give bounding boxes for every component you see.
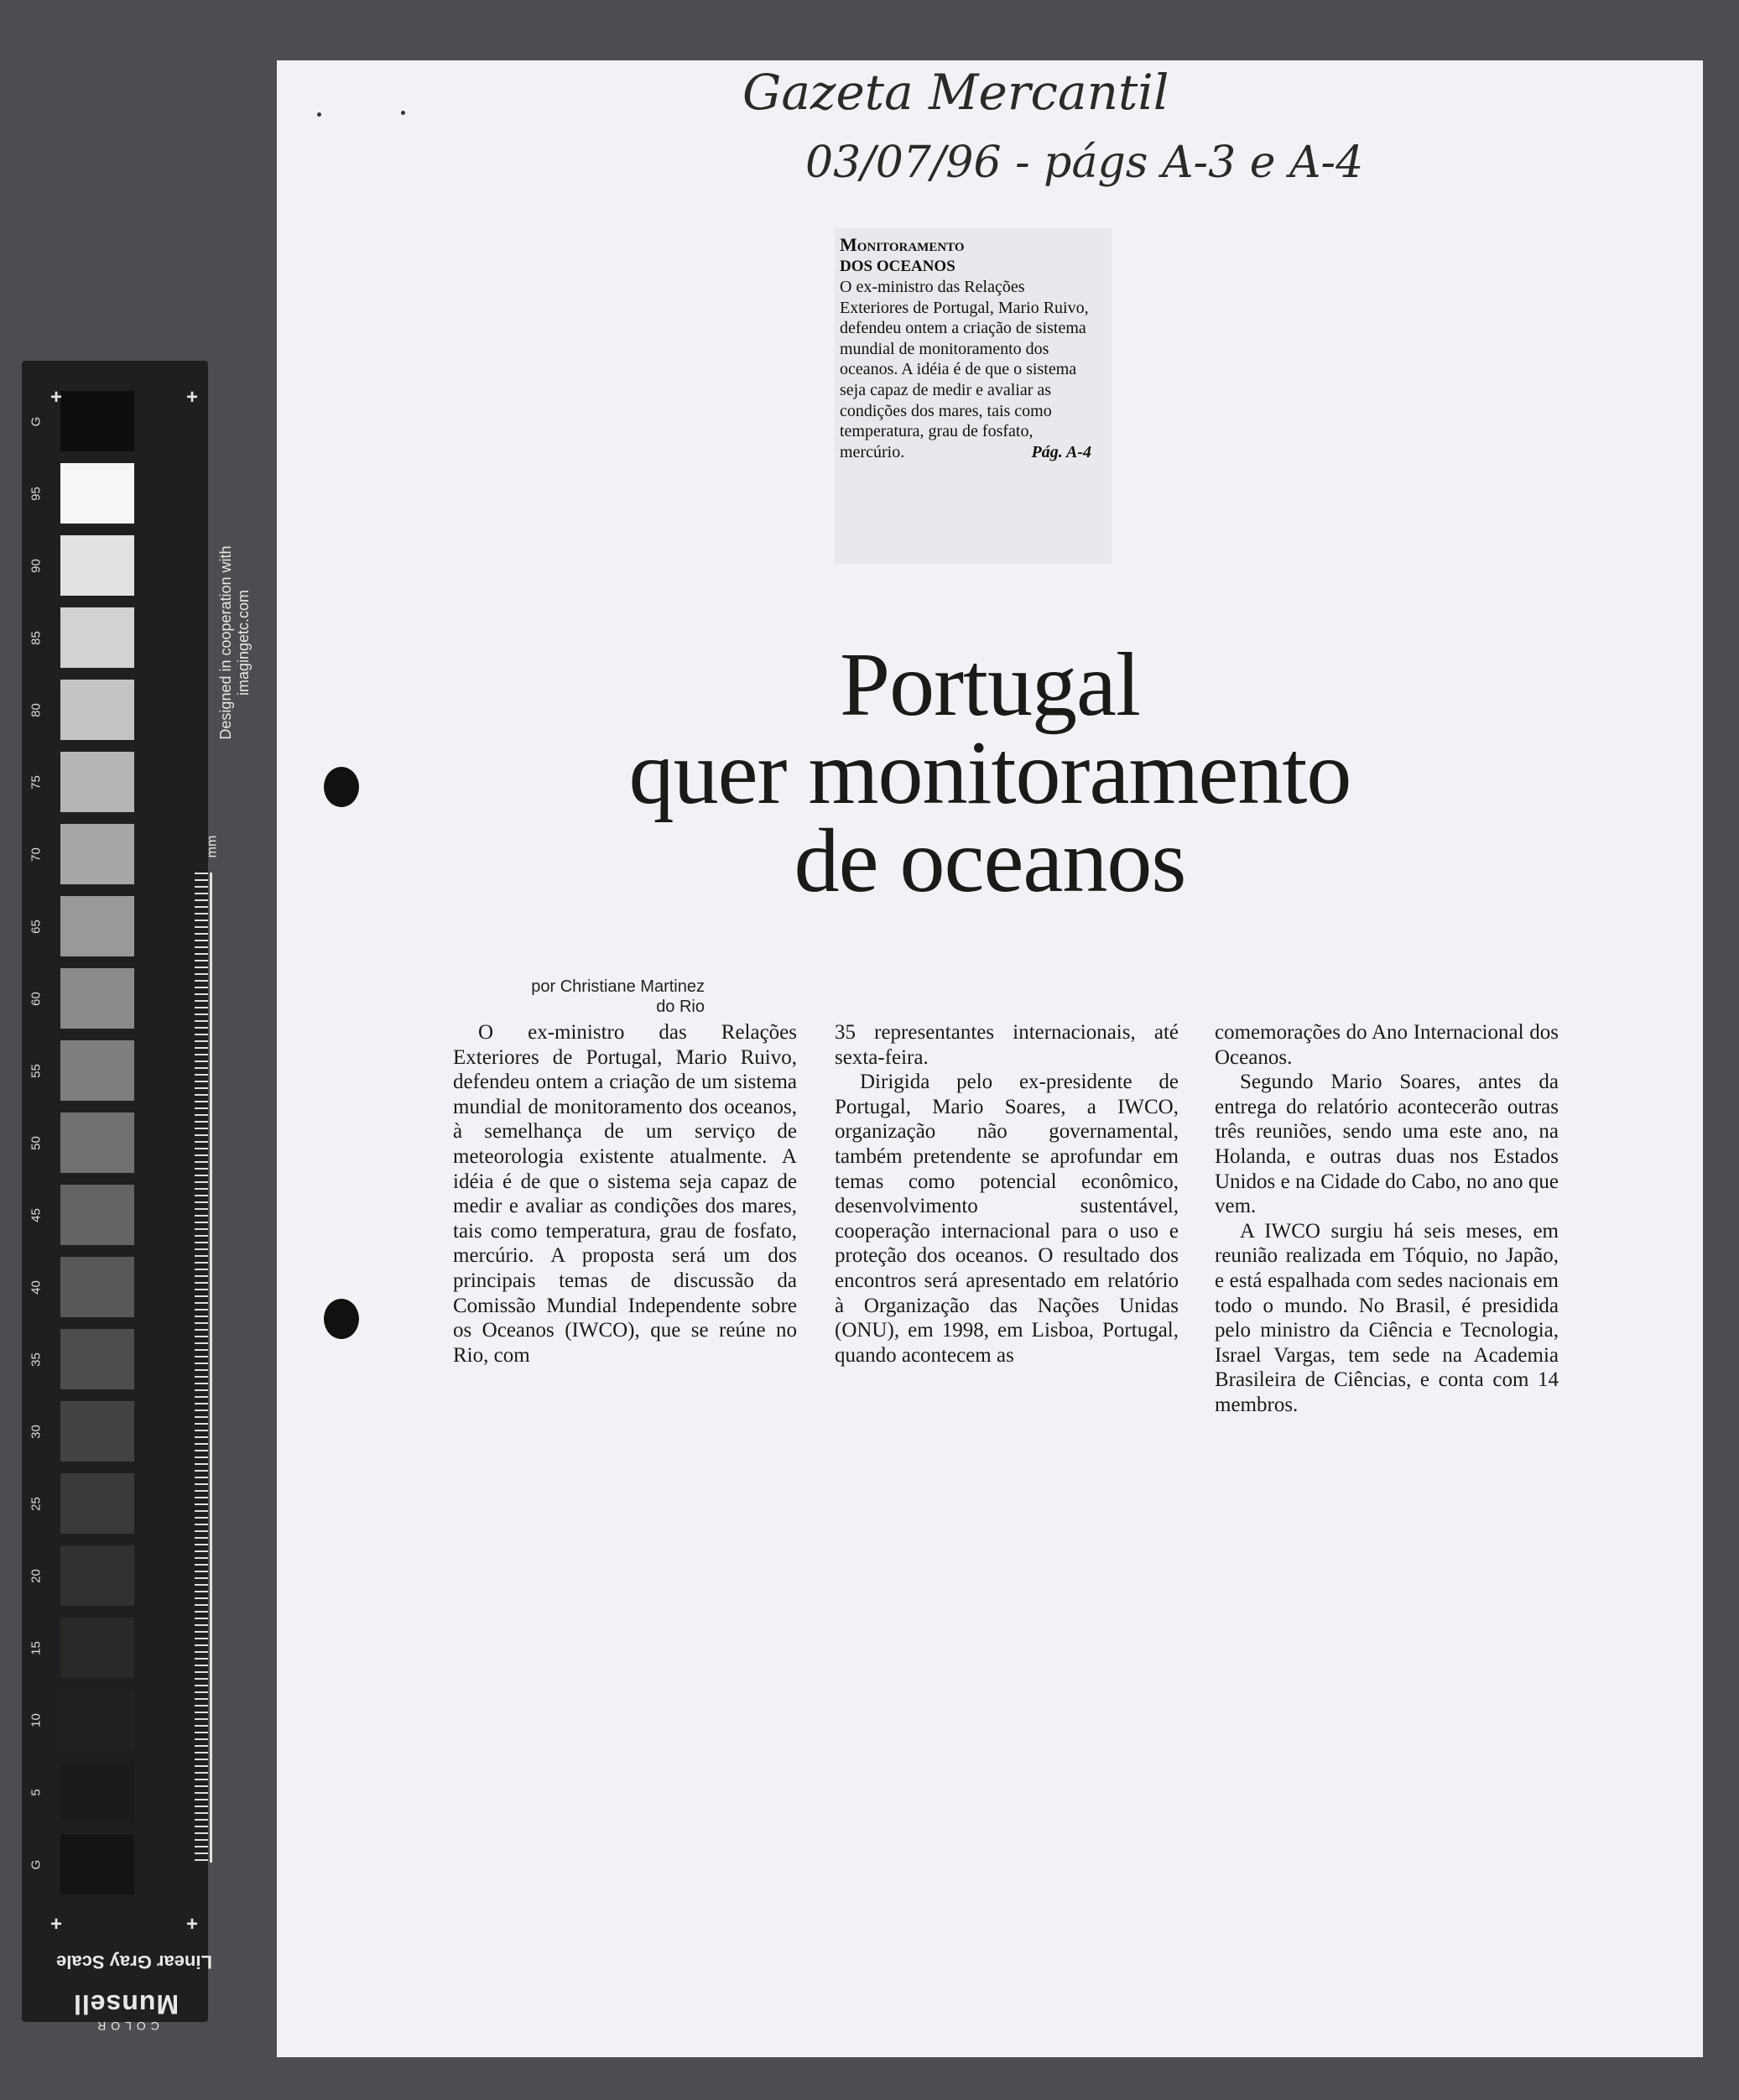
gray-scale-number: 20 xyxy=(29,1569,44,1583)
cooperation-text: Designed in cooperation with imagingetc.com xyxy=(217,545,252,740)
gray-scale-number: 70 xyxy=(29,847,44,862)
brief-title xyxy=(840,235,965,277)
byline xyxy=(453,977,705,1017)
speck xyxy=(317,112,321,117)
article-paragraph: A IWCO surgiu há seis meses, em reunião realizada em Tóquio, no Japão, e está espalhada com sedes nacionais em todo o mundo. No Brasil, é presidida pelo ministro da Ciência e Tecnologia, Israel Vargas, tem sede na Academia Brasileira de Ciências, e conta com 14 membros. xyxy=(1215,1219,1559,1416)
gray-swatch xyxy=(60,1473,134,1534)
gray-scale-number: 60 xyxy=(29,992,44,1006)
brief-title-line2: DOS OCEANOS xyxy=(840,258,955,275)
brief-title-line1: Monitoramento xyxy=(840,234,965,255)
handwritten-date: 03/07/96 - págs A-3 e A-4 xyxy=(805,138,1364,188)
gray-swatch xyxy=(60,1834,134,1894)
gray-scale-number: 95 xyxy=(29,487,44,501)
scale-title: Linear Gray Scale xyxy=(56,1951,212,1972)
gray-swatch xyxy=(60,896,134,956)
byline-author: por Christiane Martinez xyxy=(531,977,705,996)
gray-scale-number: 45 xyxy=(29,1208,44,1222)
registration-mark: + xyxy=(186,386,199,409)
mm-label: mm xyxy=(205,835,220,858)
gray-swatch xyxy=(60,463,134,524)
munsell-name: Munsell xyxy=(72,1989,180,2019)
brief-box xyxy=(835,228,1112,564)
mm-ruler-line xyxy=(210,873,212,1863)
gray-scale-number: 65 xyxy=(29,920,44,934)
headline-line-2: quer monitoramento xyxy=(628,723,1351,823)
gray-swatch xyxy=(60,1257,134,1317)
gray-scale-number: 15 xyxy=(29,1641,44,1655)
byline-place: do Rio xyxy=(656,998,705,1016)
paper-sheet xyxy=(277,60,1703,2057)
gray-swatch xyxy=(60,607,134,668)
gray-swatch xyxy=(60,824,134,884)
gray-scale-number: 5 xyxy=(29,1789,44,1796)
article-paragraph: 35 representantes internacionais, até sexta-feira. xyxy=(835,1021,1179,1069)
gray-swatch xyxy=(60,968,134,1029)
gray-scale-number: 80 xyxy=(29,703,44,717)
gray-swatch xyxy=(60,391,134,451)
gray-scale-number: 30 xyxy=(29,1425,44,1439)
handwritten-source: Gazeta Mercantil xyxy=(742,64,1169,121)
headline-line-3: de oceanos xyxy=(794,811,1186,911)
mm-ruler xyxy=(195,873,208,1863)
brief-page-ref: Pág. A-4 xyxy=(1031,442,1091,461)
speck xyxy=(401,111,405,115)
gray-swatch xyxy=(60,1690,134,1750)
gray-swatch xyxy=(60,1401,134,1462)
gray-swatch xyxy=(60,1040,134,1101)
gray-scale-number: 25 xyxy=(29,1497,44,1511)
munsell-logo xyxy=(50,1988,201,2033)
article-paragraph: comemorações do Ano Internacional dos Oceanos. xyxy=(1215,1021,1559,1069)
gray-swatch xyxy=(60,752,134,812)
article-paragraph: O ex-ministro das Relações Exteriores de Portugal, Mario Ruivo, defendeu ontem a criação de um sistema mundial de monitoramento dos oceanos, à semelhança de um serviço de meteorologia existente atualmente. A idéia é de que o sistema seja capaz de medir e avaliar as condições dos mares, tais como temperatura, grau de fosfato, mercúrio. A proposta será um dos principais temas de discussão da Comissão Mundial Independente sobre os Oceanos (IWCO), que se reúne no Rio, com xyxy=(453,1021,797,1367)
gray-scale-number: G xyxy=(29,1859,44,1870)
gray-swatch xyxy=(60,535,134,596)
gray-scale-number: G xyxy=(29,416,44,427)
gray-scale-number: 55 xyxy=(29,1064,44,1078)
gray-scale-number: 10 xyxy=(29,1713,44,1727)
gray-swatch xyxy=(60,680,134,740)
gray-scale-number: 50 xyxy=(29,1136,44,1150)
gray-scale-number: 75 xyxy=(29,775,44,789)
brief-body xyxy=(840,277,1091,462)
article-paragraph: Segundo Mario Soares, antes da entrega do relatório acontecerão outras três reuniões, sendo uma este ano, na Holanda, e outras duas nos Estados Unidos e na Cidade do Cabo, no ano que vem. xyxy=(1215,1071,1559,1218)
registration-mark: + xyxy=(186,1913,199,1936)
gray-swatch xyxy=(60,1545,134,1606)
brief-text: O ex-ministro das Relações Exteriores de Portugal, Mario Ruivo, defendeu ontem a criação de sistema mundial de monitoramento dos oceanos. A idéia é de que o sistema seja capaz de medir e avaliar as condições dos mares, tais como temperatura, grau de fosfato, mercúrio. xyxy=(840,278,1089,461)
article-column-1 xyxy=(453,1020,797,1368)
registration-mark: + xyxy=(50,1913,63,1936)
gray-swatch xyxy=(60,1329,134,1389)
gray-scale-number: 35 xyxy=(29,1352,44,1367)
gray-scale-number: 40 xyxy=(29,1280,44,1295)
gray-swatch xyxy=(60,1762,134,1822)
munsell-color-label: COLOR xyxy=(92,2019,159,2033)
headline-line-1: Portugal xyxy=(840,635,1140,735)
gray-swatch xyxy=(60,1185,134,1245)
gray-scale-number: 90 xyxy=(29,559,44,573)
article-column-3 xyxy=(1215,1020,1559,1418)
gray-scale-card xyxy=(22,361,208,2022)
article-column-2 xyxy=(835,1020,1179,1368)
gray-swatch xyxy=(60,1113,134,1173)
punch-hole xyxy=(324,1299,359,1339)
registration-mark: + xyxy=(50,386,63,409)
gray-swatch xyxy=(60,1618,134,1678)
article-paragraph: Dirigida pelo ex-presidente de Portugal, Mario Soares, a IWCO, organização não governamental, também pretendente se aprofundar em temas como potencial econômico, desenvolvimento sustentável, cooperação internacional para o uso e proteção dos oceanos. O resultado dos encontros será apresentado em relatório à Organização das Nações Unidas (ONU), em 1998, em Lisboa, Portugal, quando acontecem as xyxy=(835,1071,1179,1367)
gray-scale-number: 85 xyxy=(29,631,44,645)
